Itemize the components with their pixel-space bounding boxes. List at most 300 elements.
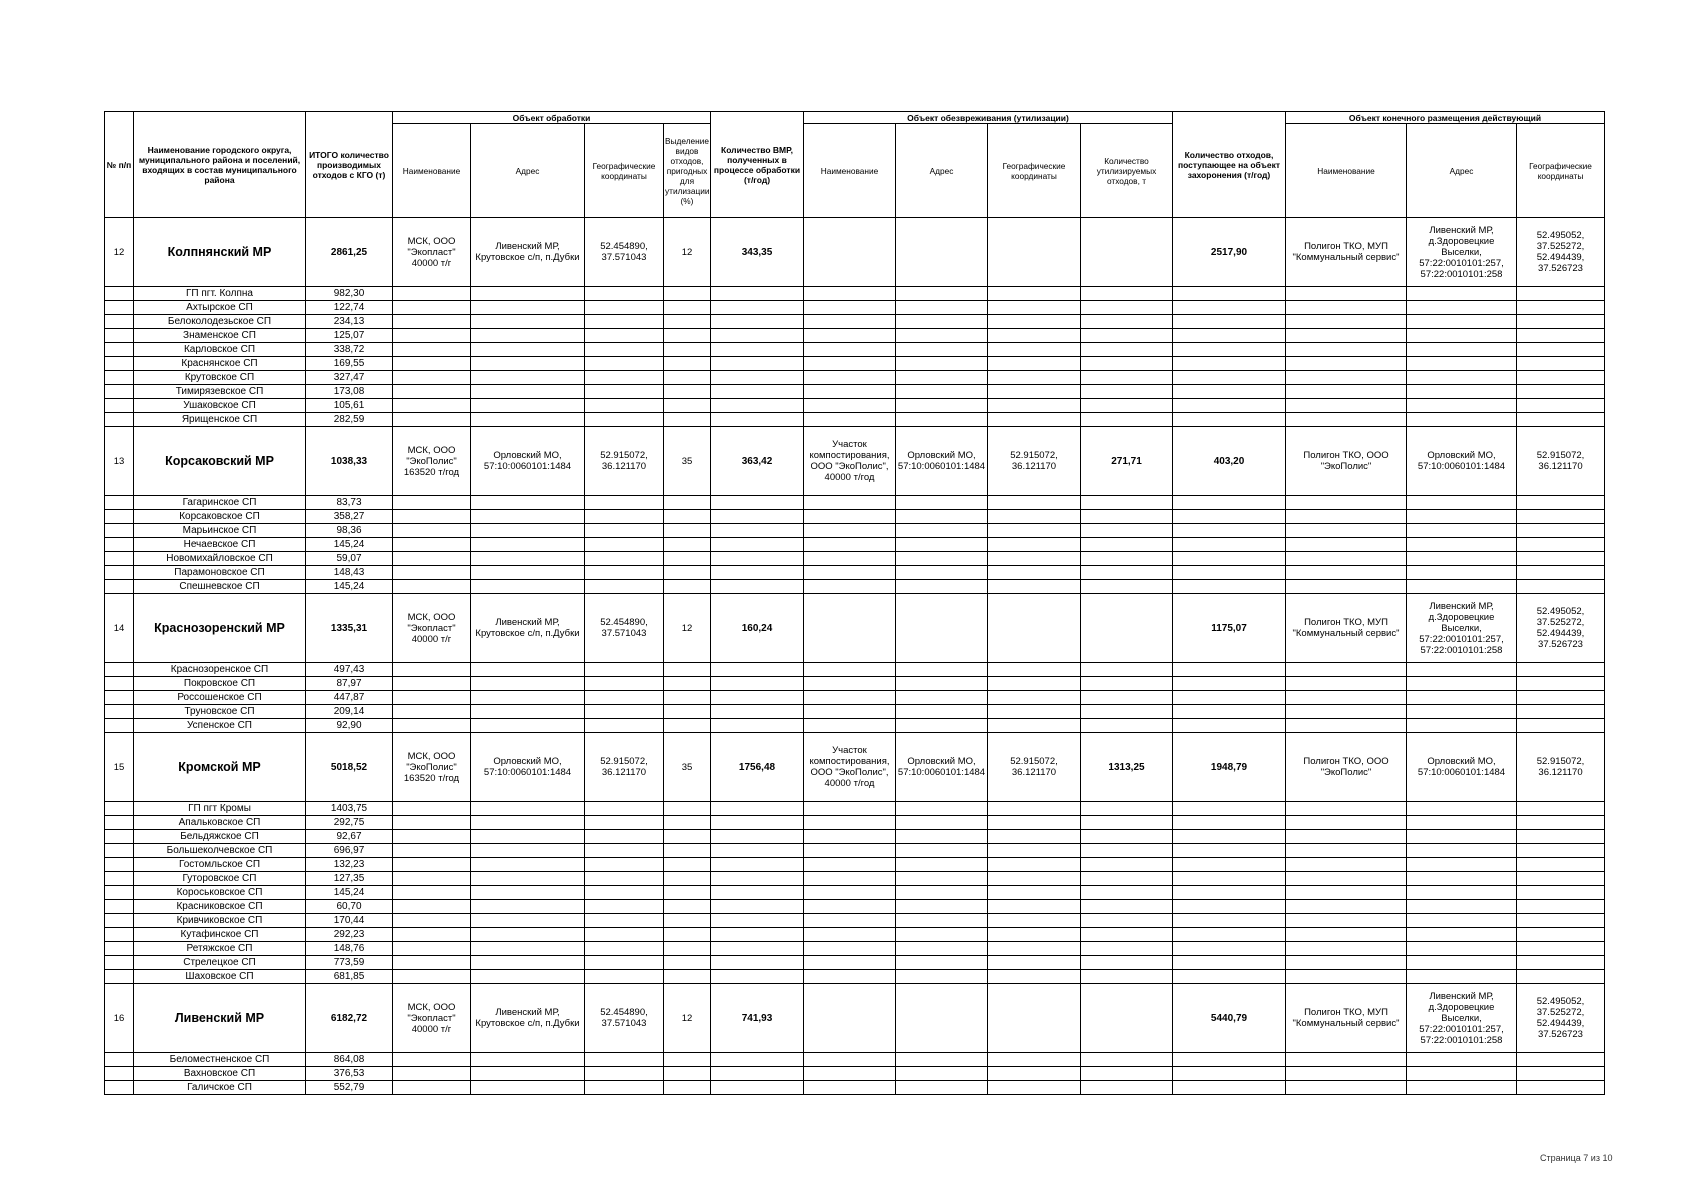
disposal-name (804, 218, 896, 287)
settlement-row (105, 942, 1605, 956)
empty-cell (585, 886, 664, 900)
empty-cell (711, 816, 804, 830)
empty-cell (1407, 886, 1517, 900)
settlement-no-cell (105, 872, 134, 886)
settlement-name: Покровское СП (134, 677, 306, 691)
empty-cell (1173, 580, 1286, 594)
settlement-total: 681,85 (306, 970, 393, 984)
empty-cell (393, 343, 471, 357)
settlement-total: 497,43 (306, 663, 393, 677)
processing-address: Ливенский МР, Крутовское с/п, п.Дубки (471, 218, 585, 287)
settlement-name: Краснянское СП (134, 357, 306, 371)
empty-cell (585, 580, 664, 594)
empty-cell (711, 705, 804, 719)
empty-cell (711, 385, 804, 399)
district-total: 1038,33 (306, 427, 393, 496)
empty-cell (1286, 719, 1407, 733)
settlement-no-cell (105, 496, 134, 510)
empty-cell (393, 691, 471, 705)
empty-cell (1173, 719, 1286, 733)
final-site-coords: 52.495052, 37.525272, 52.494439, 37.526723 (1517, 218, 1605, 287)
empty-cell (664, 566, 711, 580)
empty-cell (1407, 900, 1517, 914)
empty-cell (804, 802, 896, 816)
empty-cell (471, 858, 585, 872)
empty-cell (1081, 1067, 1173, 1081)
processing-coords: 52.915072, 36.121170 (585, 733, 664, 802)
empty-cell (988, 663, 1081, 677)
empty-cell (988, 538, 1081, 552)
empty-cell (664, 385, 711, 399)
empty-cell (1081, 301, 1173, 315)
settlement-no-cell (105, 900, 134, 914)
empty-cell (988, 900, 1081, 914)
empty-cell (1081, 816, 1173, 830)
settlement-row (105, 844, 1605, 858)
settlement-no-cell (105, 566, 134, 580)
empty-cell (1517, 928, 1605, 942)
settlement-row (105, 886, 1605, 900)
empty-cell (471, 399, 585, 413)
empty-cell (896, 802, 988, 816)
empty-cell (1173, 844, 1286, 858)
settlement-no-cell (105, 371, 134, 385)
burial-quantity: 2517,90 (1173, 218, 1286, 287)
empty-cell (988, 830, 1081, 844)
empty-cell (393, 301, 471, 315)
empty-cell (585, 357, 664, 371)
empty-cell (393, 524, 471, 538)
empty-cell (393, 1067, 471, 1081)
empty-cell (711, 287, 804, 301)
processing-name: МСК, ООО "ЭкоПолис" 163520 т/год (393, 733, 471, 802)
empty-cell (585, 329, 664, 343)
empty-cell (1517, 538, 1605, 552)
empty-cell (896, 914, 988, 928)
burial-quantity: 1175,07 (1173, 594, 1286, 663)
vmr-quantity: 160,24 (711, 594, 804, 663)
empty-cell (896, 1067, 988, 1081)
empty-cell (1286, 663, 1407, 677)
empty-cell (585, 914, 664, 928)
empty-cell (664, 371, 711, 385)
disposal-coords: 52.915072, 36.121170 (988, 733, 1081, 802)
empty-cell (664, 970, 711, 984)
settlement-name: Тимирязевское СП (134, 385, 306, 399)
disposal-name (804, 594, 896, 663)
settlement-name: Труновское СП (134, 705, 306, 719)
empty-cell (1517, 802, 1605, 816)
empty-cell (896, 719, 988, 733)
settlement-no-cell (105, 914, 134, 928)
empty-cell (1407, 329, 1517, 343)
empty-cell (804, 287, 896, 301)
settlement-total: 1403,75 (306, 802, 393, 816)
empty-cell (804, 413, 896, 427)
settlement-row (105, 343, 1605, 357)
empty-cell (664, 677, 711, 691)
empty-cell (896, 886, 988, 900)
empty-cell (988, 677, 1081, 691)
empty-cell (664, 1081, 711, 1095)
settlement-total: 127,35 (306, 872, 393, 886)
settlement-total: 145,24 (306, 886, 393, 900)
empty-cell (664, 413, 711, 427)
disposal-address: Орловский МО, 57:10:0060101:1484 (896, 733, 988, 802)
settlement-row (105, 691, 1605, 705)
settlement-name: Ретяжское СП (134, 942, 306, 956)
empty-cell (804, 329, 896, 343)
empty-cell (1081, 329, 1173, 343)
empty-cell (664, 872, 711, 886)
empty-cell (1517, 385, 1605, 399)
empty-cell (1286, 942, 1407, 956)
waste-table (104, 111, 1605, 1095)
empty-cell (1081, 385, 1173, 399)
empty-cell (1407, 301, 1517, 315)
settlement-name: Белоколодезьское СП (134, 315, 306, 329)
empty-cell (804, 886, 896, 900)
empty-cell (1173, 552, 1286, 566)
empty-cell (804, 900, 896, 914)
empty-cell (1081, 343, 1173, 357)
settlement-name: Большеколчевское СП (134, 844, 306, 858)
disposal-address (896, 984, 988, 1053)
empty-cell (1286, 287, 1407, 301)
empty-cell (664, 691, 711, 705)
empty-cell (585, 844, 664, 858)
empty-cell (1286, 343, 1407, 357)
final-site-coords: 52.495052, 37.525272, 52.494439, 37.526723 (1517, 984, 1605, 1053)
empty-cell (1286, 914, 1407, 928)
empty-cell (711, 858, 804, 872)
empty-cell (1517, 287, 1605, 301)
empty-cell (1081, 357, 1173, 371)
empty-cell (1517, 524, 1605, 538)
empty-cell (664, 719, 711, 733)
empty-cell (1173, 399, 1286, 413)
empty-cell (585, 301, 664, 315)
district-no: 16 (105, 984, 134, 1053)
settlement-total: 169,55 (306, 357, 393, 371)
settlement-row (105, 580, 1605, 594)
empty-cell (664, 287, 711, 301)
empty-cell (393, 510, 471, 524)
settlement-row (105, 956, 1605, 970)
empty-cell (711, 830, 804, 844)
empty-cell (1517, 844, 1605, 858)
disposal-quantity: 1313,25 (1081, 733, 1173, 802)
empty-cell (585, 343, 664, 357)
settlement-no-cell (105, 413, 134, 427)
empty-cell (711, 371, 804, 385)
empty-cell (1286, 816, 1407, 830)
empty-cell (471, 371, 585, 385)
empty-cell (1517, 329, 1605, 343)
empty-cell (988, 1081, 1081, 1095)
settlement-no-cell (105, 1053, 134, 1067)
header-final-address: Адрес (1407, 124, 1517, 218)
empty-cell (585, 496, 664, 510)
empty-cell (1517, 301, 1605, 315)
district-name: Краснозоренский МР (134, 594, 306, 663)
vmr-quantity: 343,35 (711, 218, 804, 287)
empty-cell (1517, 816, 1605, 830)
empty-cell (1517, 510, 1605, 524)
empty-cell (1286, 956, 1407, 970)
empty-cell (1173, 343, 1286, 357)
settlement-name: Бельдяжское СП (134, 830, 306, 844)
empty-cell (711, 719, 804, 733)
empty-cell (988, 315, 1081, 329)
final-site-name: Полигон ТКО, ООО "ЭкоПолис" (1286, 427, 1407, 496)
empty-cell (711, 496, 804, 510)
empty-cell (1407, 566, 1517, 580)
empty-cell (896, 858, 988, 872)
empty-cell (471, 552, 585, 566)
district-name: Колпнянский МР (134, 218, 306, 287)
settlement-row (105, 1067, 1605, 1081)
empty-cell (1173, 928, 1286, 942)
header-disp-address: Адрес (896, 124, 988, 218)
empty-cell (664, 705, 711, 719)
empty-cell (393, 315, 471, 329)
empty-cell (711, 566, 804, 580)
empty-cell (1517, 413, 1605, 427)
settlement-row (105, 385, 1605, 399)
settlement-no-cell (105, 1081, 134, 1095)
district-total: 5018,52 (306, 733, 393, 802)
settlement-name: Краснозоренское СП (134, 663, 306, 677)
empty-cell (393, 858, 471, 872)
disposal-coords (988, 984, 1081, 1053)
empty-cell (664, 942, 711, 956)
disposal-coords (988, 218, 1081, 287)
empty-cell (1081, 802, 1173, 816)
empty-cell (664, 1053, 711, 1067)
empty-cell (711, 343, 804, 357)
empty-cell (896, 928, 988, 942)
empty-cell (393, 538, 471, 552)
settlement-total: 105,61 (306, 399, 393, 413)
settlement-total: 338,72 (306, 343, 393, 357)
empty-cell (664, 802, 711, 816)
processing-name: МСК, ООО "Экопласт" 40000 т/г (393, 218, 471, 287)
empty-cell (1081, 496, 1173, 510)
empty-cell (804, 663, 896, 677)
empty-cell (471, 1067, 585, 1081)
header-final-name: Наименование (1286, 124, 1407, 218)
settlement-total: 83,73 (306, 496, 393, 510)
empty-cell (393, 802, 471, 816)
header-proc-address: Адрес (471, 124, 585, 218)
district-no: 12 (105, 218, 134, 287)
settlement-row (105, 496, 1605, 510)
settlement-total: 696,97 (306, 844, 393, 858)
processing-share: 12 (664, 218, 711, 287)
empty-cell (393, 816, 471, 830)
empty-cell (585, 691, 664, 705)
empty-cell (585, 942, 664, 956)
empty-cell (988, 970, 1081, 984)
empty-cell (585, 956, 664, 970)
empty-cell (1286, 566, 1407, 580)
settlement-total: 60,70 (306, 900, 393, 914)
settlement-no-cell (105, 928, 134, 942)
final-site-address: Ливенский МР, д.Здоровецкие Выселки, 57:22:0010101:257, 57:22:0010101:258 (1407, 984, 1517, 1053)
empty-cell (711, 580, 804, 594)
settlement-no-cell (105, 399, 134, 413)
empty-cell (585, 315, 664, 329)
empty-cell (393, 942, 471, 956)
empty-cell (1517, 315, 1605, 329)
empty-cell (711, 691, 804, 705)
settlement-name: Новомихайловское СП (134, 552, 306, 566)
processing-name: МСК, ООО "Экопласт" 40000 т/г (393, 984, 471, 1053)
settlement-row (105, 663, 1605, 677)
empty-cell (804, 844, 896, 858)
empty-cell (393, 844, 471, 858)
empty-cell (471, 329, 585, 343)
empty-cell (1286, 510, 1407, 524)
empty-cell (1407, 970, 1517, 984)
settlement-name: Крутовское СП (134, 371, 306, 385)
final-site-address: Орловский МО, 57:10:0060101:1484 (1407, 427, 1517, 496)
empty-cell (1517, 677, 1605, 691)
settlement-total: 234,13 (306, 315, 393, 329)
empty-cell (804, 677, 896, 691)
district-row (105, 594, 1605, 663)
empty-cell (1517, 357, 1605, 371)
empty-cell (711, 413, 804, 427)
empty-cell (804, 566, 896, 580)
empty-cell (804, 496, 896, 510)
district-no: 13 (105, 427, 134, 496)
settlement-no-cell (105, 719, 134, 733)
empty-cell (711, 329, 804, 343)
empty-cell (896, 566, 988, 580)
empty-cell (896, 287, 988, 301)
final-site-name: Полигон ТКО, МУП "Коммунальный сервис" (1286, 984, 1407, 1053)
empty-cell (1081, 677, 1173, 691)
empty-cell (393, 719, 471, 733)
empty-cell (896, 580, 988, 594)
empty-cell (393, 580, 471, 594)
empty-cell (1081, 886, 1173, 900)
disposal-quantity (1081, 984, 1173, 1053)
settlement-name: Успенское СП (134, 719, 306, 733)
empty-cell (471, 663, 585, 677)
empty-cell (1173, 496, 1286, 510)
empty-cell (988, 956, 1081, 970)
empty-cell (1286, 413, 1407, 427)
district-row (105, 984, 1605, 1053)
empty-cell (1173, 816, 1286, 830)
empty-cell (664, 357, 711, 371)
district-name: Кромской МР (134, 733, 306, 802)
empty-cell (1286, 399, 1407, 413)
empty-cell (664, 496, 711, 510)
empty-cell (711, 301, 804, 315)
settlement-total: 447,87 (306, 691, 393, 705)
empty-cell (1286, 301, 1407, 315)
settlement-name: Гагаринское СП (134, 496, 306, 510)
district-row (105, 427, 1605, 496)
settlement-no-cell (105, 942, 134, 956)
settlement-row (105, 510, 1605, 524)
empty-cell (471, 385, 585, 399)
empty-cell (1173, 802, 1286, 816)
empty-cell (393, 663, 471, 677)
empty-cell (471, 524, 585, 538)
empty-cell (1517, 691, 1605, 705)
empty-cell (1407, 580, 1517, 594)
empty-cell (711, 552, 804, 566)
processing-address: Ливенский МР, Крутовское с/п, п.Дубки (471, 984, 585, 1053)
empty-cell (471, 1053, 585, 1067)
empty-cell (711, 357, 804, 371)
empty-cell (471, 844, 585, 858)
disposal-coords: 52.915072, 36.121170 (988, 427, 1081, 496)
empty-cell (1173, 663, 1286, 677)
settlement-name: Галичское СП (134, 1081, 306, 1095)
empty-cell (393, 886, 471, 900)
final-site-address: Ливенский МР, д.Здоровецкие Выселки, 57:22:0010101:257, 57:22:0010101:258 (1407, 218, 1517, 287)
empty-cell (1173, 858, 1286, 872)
empty-cell (1173, 942, 1286, 956)
empty-cell (988, 399, 1081, 413)
empty-cell (393, 705, 471, 719)
settlement-name: ГП пгт. Колпна (134, 287, 306, 301)
empty-cell (1173, 914, 1286, 928)
empty-cell (1173, 538, 1286, 552)
empty-cell (1081, 705, 1173, 719)
empty-cell (393, 900, 471, 914)
empty-cell (664, 329, 711, 343)
final-site-address: Ливенский МР, д.Здоровецкие Выселки, 57:22:0010101:257, 57:22:0010101:258 (1407, 594, 1517, 663)
empty-cell (1173, 691, 1286, 705)
empty-cell (585, 566, 664, 580)
empty-cell (988, 1053, 1081, 1067)
settlement-name: Парамоновское СП (134, 566, 306, 580)
empty-cell (1517, 371, 1605, 385)
settlement-no-cell (105, 1067, 134, 1081)
empty-cell (988, 385, 1081, 399)
empty-cell (1173, 1081, 1286, 1095)
empty-cell (804, 816, 896, 830)
empty-cell (711, 510, 804, 524)
empty-cell (585, 524, 664, 538)
empty-cell (988, 705, 1081, 719)
empty-cell (471, 900, 585, 914)
settlement-row (105, 552, 1605, 566)
settlement-name: Шаховское СП (134, 970, 306, 984)
empty-cell (1517, 886, 1605, 900)
empty-cell (393, 357, 471, 371)
empty-cell (1081, 399, 1173, 413)
empty-cell (1517, 914, 1605, 928)
empty-cell (1407, 928, 1517, 942)
disposal-quantity (1081, 218, 1173, 287)
settlement-no-cell (105, 956, 134, 970)
empty-cell (1517, 566, 1605, 580)
empty-cell (1407, 413, 1517, 427)
empty-cell (664, 538, 711, 552)
settlement-total: 773,59 (306, 956, 393, 970)
empty-cell (1081, 691, 1173, 705)
empty-cell (1517, 1053, 1605, 1067)
empty-cell (1081, 663, 1173, 677)
